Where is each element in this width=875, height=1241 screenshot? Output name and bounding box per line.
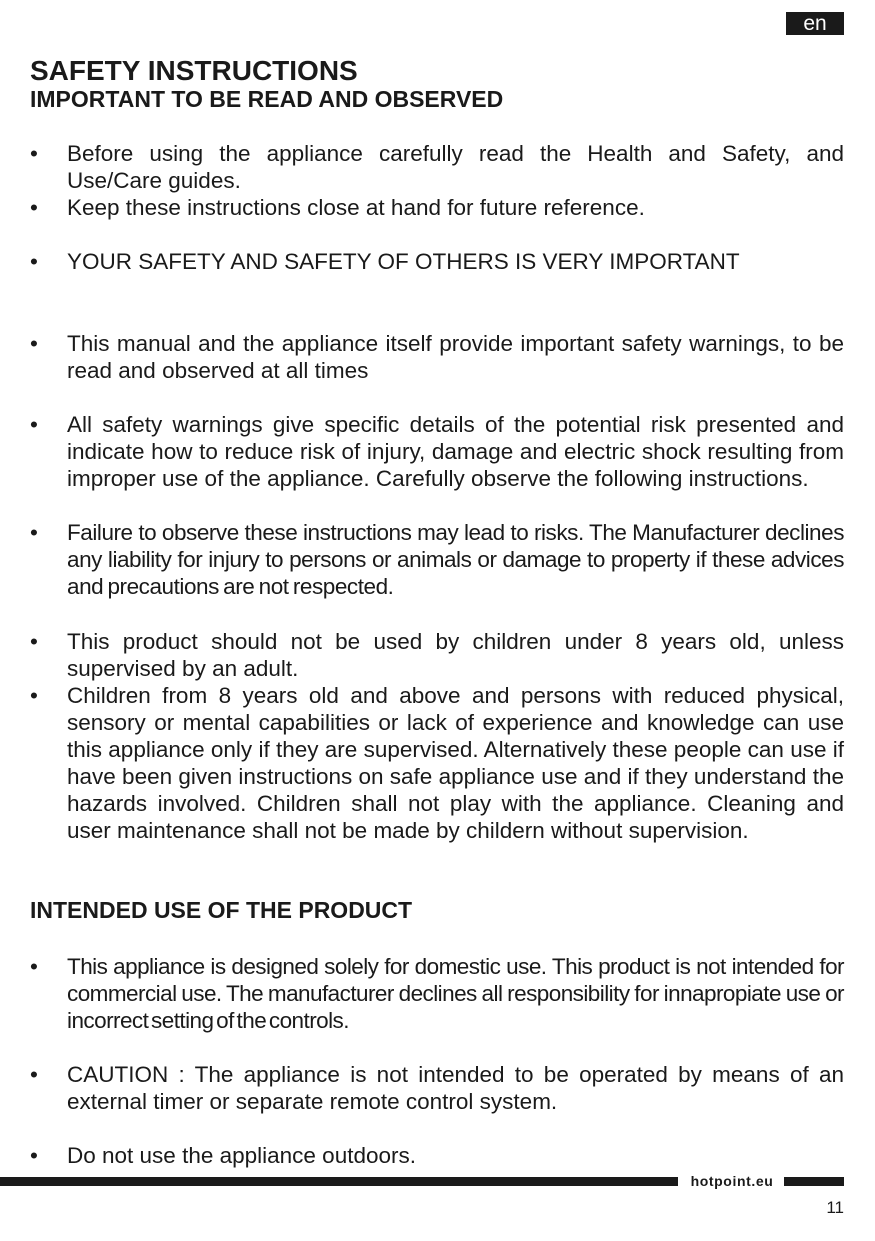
bullet-point: • xyxy=(30,683,38,708)
footer-rule-left xyxy=(0,1177,678,1186)
list-item xyxy=(30,953,844,1034)
page-title: SAFETY INSTRUCTIONS xyxy=(30,55,358,86)
language-badge: en xyxy=(786,12,844,35)
list-item-text: This manual and the appliance itself provide important safety warnings, to be read and observed at all times xyxy=(67,331,844,383)
list-item-text: Keep these instructions close at hand for future reference. xyxy=(67,195,645,220)
list-item-text: All safety warnings give specific details of the potential risk presented and indicate how to reduce risk of injury, damage and electric shock resulting from improper use of the appliance. Carefully observe the following instructions. xyxy=(67,412,844,491)
section-heading-intended-use: INTENDED USE OF THE PRODUCT xyxy=(30,897,413,923)
footer-brand: hotpoint.eu xyxy=(690,1173,774,1189)
list-item-text: Do not use the appliance outdoors. xyxy=(67,1143,416,1168)
list-item xyxy=(30,140,844,194)
list-item xyxy=(30,411,844,492)
list-item xyxy=(30,194,844,221)
list-item-text: Before using the appliance carefully read the Health and Safety, and Use/Care guides. xyxy=(67,141,844,193)
list-item xyxy=(30,330,844,384)
page-subtitle: IMPORTANT TO BE READ AND OBSERVED xyxy=(30,86,504,112)
list-item-text: This appliance is designed solely for domestic use. This product is not intended for commercial use. The manufacturer declines all responsibility for innapropiate use or incorrect setting of the controls. xyxy=(67,954,844,1033)
list-item xyxy=(30,519,844,600)
bullet-point: • xyxy=(30,412,38,437)
list-item-text: YOUR SAFETY AND SAFETY OF OTHERS IS VERY IMPORTANT xyxy=(67,249,740,274)
bullet-point: • xyxy=(30,141,38,166)
list-item xyxy=(30,1061,844,1115)
bullet-point: • xyxy=(30,331,38,356)
list-item-text: Children from 8 years old and above and persons with reduced physical, sensory or mental capabilities or lack of experience and knowledge can use this appliance only if they are supervised. Alternatively these people can use if have been given instructions on safe appliance use and if they understand the hazards involved. Children shall not play with the appliance. Cleaning and user maintenance shall not be made by childern without supervision. xyxy=(67,683,844,843)
bullet-point: • xyxy=(30,1143,38,1168)
page-number: 11 xyxy=(826,1198,844,1217)
footer-rule-right xyxy=(784,1177,844,1186)
list-item xyxy=(30,628,844,682)
list-item xyxy=(30,1142,844,1169)
list-item xyxy=(30,248,844,275)
bullet-point: • xyxy=(30,195,38,220)
bullet-point: • xyxy=(30,520,38,545)
list-item-text: This product should not be used by children under 8 years old, unless supervised by an adult. xyxy=(67,629,844,681)
bullet-point: • xyxy=(30,954,38,979)
bullet-point: • xyxy=(30,249,38,274)
list-item-text: CAUTION : The appliance is not intended to be operated by means of an external timer or separate remote control system. xyxy=(67,1062,844,1114)
bullet-point: • xyxy=(30,629,38,654)
list-item xyxy=(30,682,844,844)
list-item-text: Failure to observe these instructions may lead to risks. The Manufacturer declines any liability for injury to persons or animals or damage to property if these advices and precautions are not respected. xyxy=(67,520,844,599)
bullet-point: • xyxy=(30,1062,38,1087)
